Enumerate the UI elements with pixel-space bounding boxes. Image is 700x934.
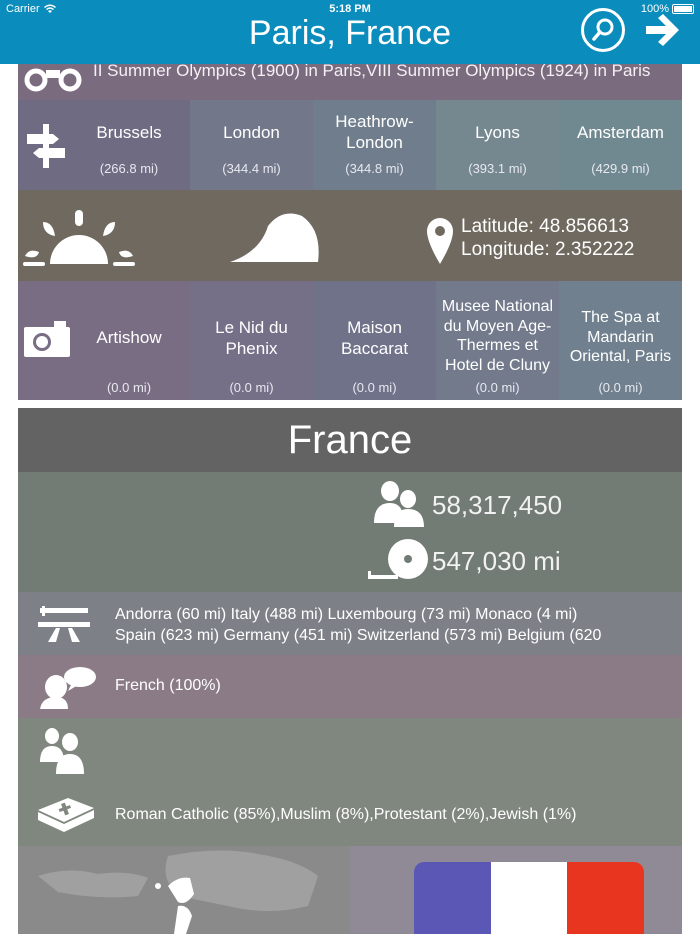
search-icon	[584, 11, 622, 49]
place-cell-cluny[interactable]	[436, 281, 559, 400]
population-value: 58,317,450	[432, 490, 563, 520]
place-name: Artishow	[96, 328, 162, 347]
arrow-right-icon	[642, 10, 682, 50]
next-button[interactable]	[642, 10, 682, 50]
olympics-text: II Summer Olympics (1900) in Paris,VIII Summer Olympics (1924) in Paris	[93, 64, 651, 80]
places-row	[18, 281, 682, 400]
country-title: France	[18, 408, 682, 472]
place-distance: (0.0 mi)	[598, 380, 643, 395]
city-name: Heathrow-London	[335, 112, 414, 152]
coordinates	[461, 215, 634, 261]
flag-stripe-white	[491, 862, 568, 934]
battery-indicator: 100%	[641, 3, 694, 15]
city-cell-amsterdam[interactable]	[559, 100, 682, 190]
place-distance: (0.0 mi)	[106, 380, 152, 395]
place-name: Maison Baccarat	[340, 318, 409, 358]
flag-panel	[350, 846, 682, 934]
speech-bubbles-icon	[40, 665, 98, 709]
olympic-rings-icon	[22, 66, 86, 96]
place-cell-artishow[interactable]	[18, 281, 190, 400]
borders-line-2: Spain (623 mi) Germany (451 mi) Switzerland (573 mi) Belgium (620	[115, 627, 602, 644]
place-distance: (0.0 mi)	[475, 380, 520, 395]
world-map[interactable]	[18, 846, 350, 934]
carrier-label: Carrier	[6, 3, 57, 15]
place-name: The Spa at Mandarin Oriental, Paris	[569, 309, 672, 365]
longitude-value: Longitude: 2.352222	[461, 239, 635, 260]
languages-row	[18, 655, 682, 718]
navigation-bar	[0, 0, 700, 64]
latitude-value: Latitude: 48.856613	[461, 216, 629, 237]
city-distance: (344.8 mi)	[345, 161, 404, 176]
bible-icon	[36, 796, 96, 836]
city-name: London	[223, 123, 280, 142]
map-flag-row	[18, 846, 682, 934]
city-cell-brussels[interactable]	[18, 100, 190, 190]
place-name: Le Nid du Phenix	[215, 318, 288, 358]
search-button[interactable]	[581, 8, 625, 52]
city-distance: (393.1 mi)	[468, 161, 527, 176]
olympics-row	[18, 64, 682, 100]
area-value: 547,030 mi	[432, 546, 561, 576]
borders-row	[18, 592, 682, 655]
tape-measure-icon	[368, 539, 430, 581]
border-crossing-icon	[38, 606, 90, 642]
weather-row	[18, 190, 682, 281]
languages-text: French (100%)	[115, 677, 221, 694]
people-icon	[372, 481, 424, 527]
flag-stripe-blue	[414, 862, 491, 934]
page-title: Paris, France	[248, 14, 452, 52]
city-name: Brussels	[96, 123, 162, 142]
status-time: 5:18 PM	[329, 3, 371, 15]
borders-text	[115, 604, 601, 646]
city-name: Amsterdam	[577, 123, 664, 142]
city-distance: (266.8 mi)	[99, 161, 159, 176]
sunrise-icon	[23, 208, 135, 268]
place-cell-maison-baccarat[interactable]	[313, 281, 436, 400]
location-pin-icon	[427, 218, 453, 264]
world-map-icon	[18, 846, 350, 934]
religion-row	[18, 782, 682, 846]
city-name: Lyons	[475, 123, 520, 142]
ethnic-groups-icon	[40, 726, 92, 774]
borders-line-1: Andorra (60 mi) Italy (488 mi) Luxembourg (73 mi) Monaco (4 mi)	[115, 606, 578, 623]
france-flag[interactable]	[414, 862, 644, 934]
flag-stripe-red	[567, 862, 644, 934]
city-distance: (429.9 mi)	[591, 161, 650, 176]
place-distance: (0.0 mi)	[229, 380, 274, 395]
signpost-icon	[21, 122, 71, 170]
place-cell-mandarin-spa[interactable]	[559, 281, 682, 400]
camera-icon	[24, 321, 70, 357]
ethnic-groups-row	[18, 718, 682, 782]
city-cell-lyons[interactable]	[436, 100, 559, 190]
place-cell-le-nid[interactable]	[190, 281, 313, 400]
nearby-cities-row	[18, 100, 682, 190]
place-distance: (0.0 mi)	[352, 380, 397, 395]
moon-icon	[230, 212, 320, 264]
place-name: Musee National du Moyen Age-Thermes et Hotel de Cluny	[441, 298, 554, 374]
city-cell-london[interactable]	[190, 100, 313, 190]
city-distance: (344.4 mi)	[222, 161, 281, 176]
country-stats	[18, 472, 682, 592]
city-cell-heathrow[interactable]	[313, 100, 436, 190]
religions-text: Roman Catholic (85%),Muslim (8%),Protestant (2%),Jewish (1%)	[115, 806, 577, 823]
